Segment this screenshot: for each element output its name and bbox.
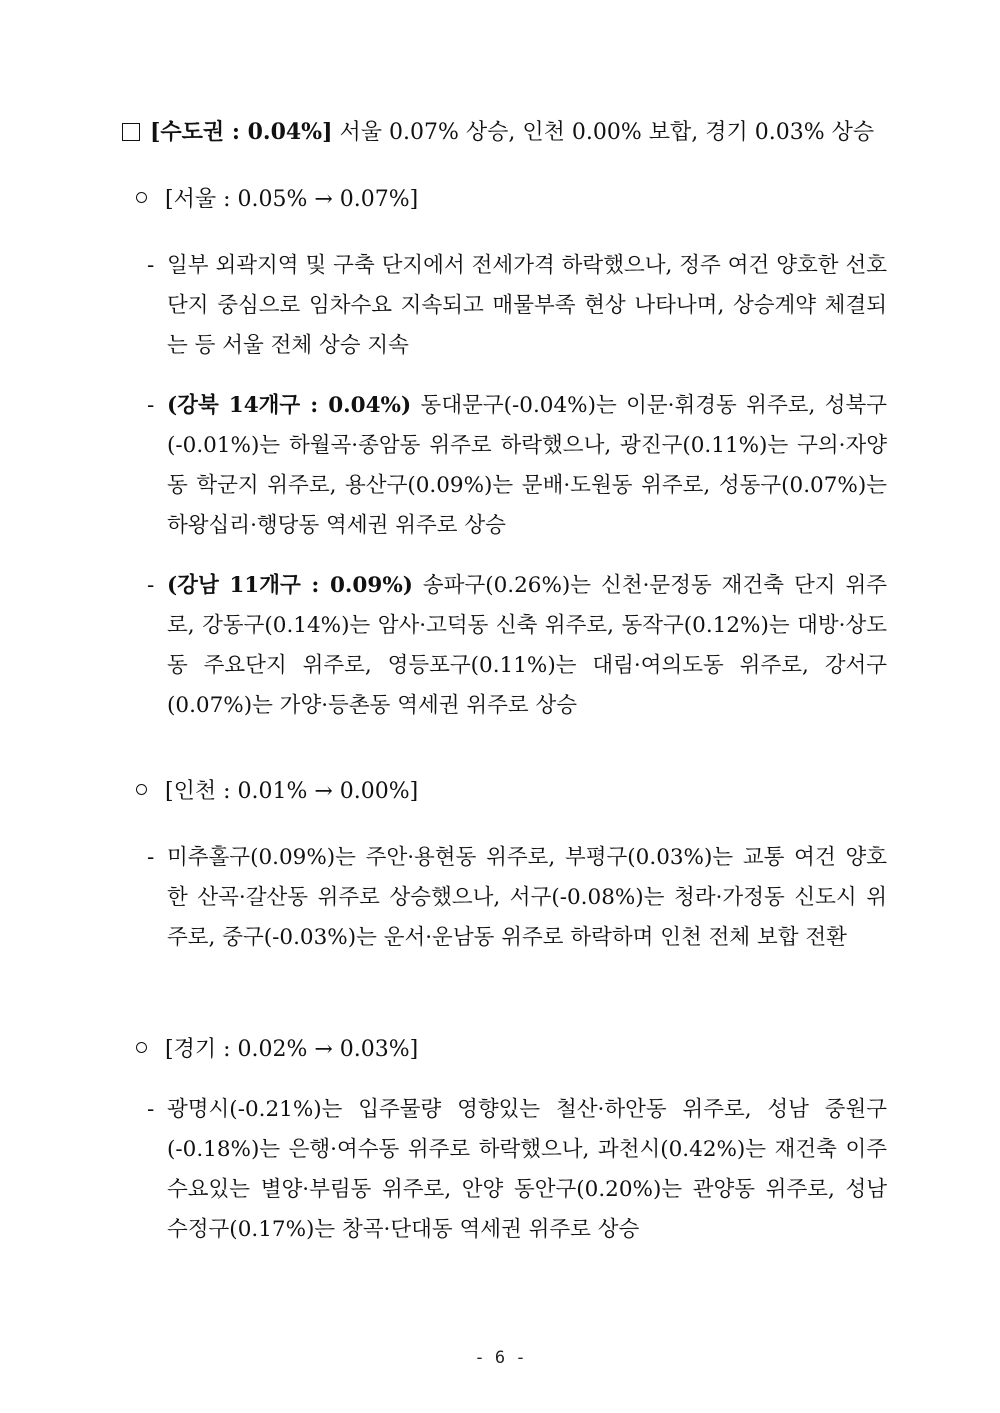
item-body: 동대문구(-0.04%)는 이문·휘경동 위주로, 성북구(-0.01%)는 하월곡·종암동 위주로 하락했으나, 광진구(0.11%)는 구의·자양동 학군지 위주로, 용산구(0.09%)는 문배·도원동 위주로, 성동구(0.07%)는 하왕십리·행당동 역세권 위주로 상승 bbox=[167, 393, 888, 538]
list-item bbox=[147, 566, 887, 726]
item-text bbox=[167, 386, 887, 546]
circle-bullet-icon bbox=[136, 1042, 147, 1053]
dash-bullet: - bbox=[147, 573, 155, 598]
subheading-title: [인천 : 0.01% → 0.00%] bbox=[165, 779, 419, 804]
subheading-title: [서울 : 0.05% → 0.07%] bbox=[165, 187, 419, 212]
item-body: 미추홀구(0.09%)는 주안·용현동 위주로, 부평구(0.03%)는 교통 여건 양호한 산곡·갈산동 위주로 상승했으나, 서구(-0.08%)는 청라·가정동 신도시 위주로, 중구(-0.03%)는 운서·운남동 위주로 하락하며 인천 전체 보합 전환 bbox=[167, 845, 887, 950]
subheading-title: [경기 : 0.02% → 0.03%] bbox=[165, 1037, 419, 1062]
list-item bbox=[147, 246, 887, 366]
item-text bbox=[167, 1090, 887, 1250]
list-item bbox=[147, 386, 887, 546]
list-item bbox=[147, 1090, 887, 1250]
item-body: 송파구(0.26%)는 신천·문정동 재건축 단지 위주로, 강동구(0.14%)는 암사·고덕동 신축 위주로, 동작구(0.12%)는 대방·상도동 주요단지 위주로, 영등포구(0.11%)는 대림·여의도동 위주로, 강서구(0.07%)는 가양·등촌동 역세권 위주로 상승 bbox=[167, 573, 887, 718]
dash-bullet: - bbox=[147, 1097, 155, 1122]
item-text bbox=[167, 246, 887, 366]
heading-summary: 서울 0.07% 상승, 인천 0.00% 보합, 경기 0.03% 상승 bbox=[332, 120, 875, 145]
dash-bullet: - bbox=[147, 393, 155, 418]
subheading-seoul bbox=[136, 180, 418, 220]
page-number: - 6 - bbox=[474, 1348, 526, 1368]
list-item bbox=[147, 838, 887, 958]
item-text bbox=[167, 566, 887, 726]
subheading-gyeonggi bbox=[136, 1030, 418, 1070]
item-body: 광명시(-0.21%)는 입주물량 영향있는 철산·하안동 위주로, 성남 중원구(-0.18%)는 은행·여수동 위주로 하락했으나, 과천시(0.42%)는 재건축 이주 수요있는 별양·부림동 위주로, 안양 동안구(0.20%)는 관양동 위주로, 성남 수정구(0.17%)는 창곡·단대동 역세권 위주로 상승 bbox=[167, 1097, 887, 1242]
circle-bullet-icon bbox=[136, 192, 147, 203]
subheading-incheon bbox=[136, 772, 418, 812]
heading-bold-label: [수도권 : 0.04%] bbox=[150, 119, 333, 145]
item-text bbox=[167, 838, 887, 958]
circle-bullet-icon bbox=[136, 784, 147, 795]
checkbox-square-icon bbox=[122, 123, 140, 141]
item-lead: (강남 11개구 : 0.09%) bbox=[167, 573, 413, 598]
dash-bullet: - bbox=[147, 845, 155, 870]
item-lead: (강북 14개구 : 0.04%) bbox=[167, 393, 412, 418]
dash-bullet: - bbox=[147, 253, 155, 278]
item-body: 일부 외곽지역 및 구축 단지에서 전세가격 하락했으나, 정주 여건 양호한 선호단지 중심으로 임차수요 지속되고 매물부족 현상 나타나며, 상승계약 체결되는 등 서울 전체 상승 지속 bbox=[167, 253, 887, 358]
section-heading bbox=[122, 112, 892, 153]
